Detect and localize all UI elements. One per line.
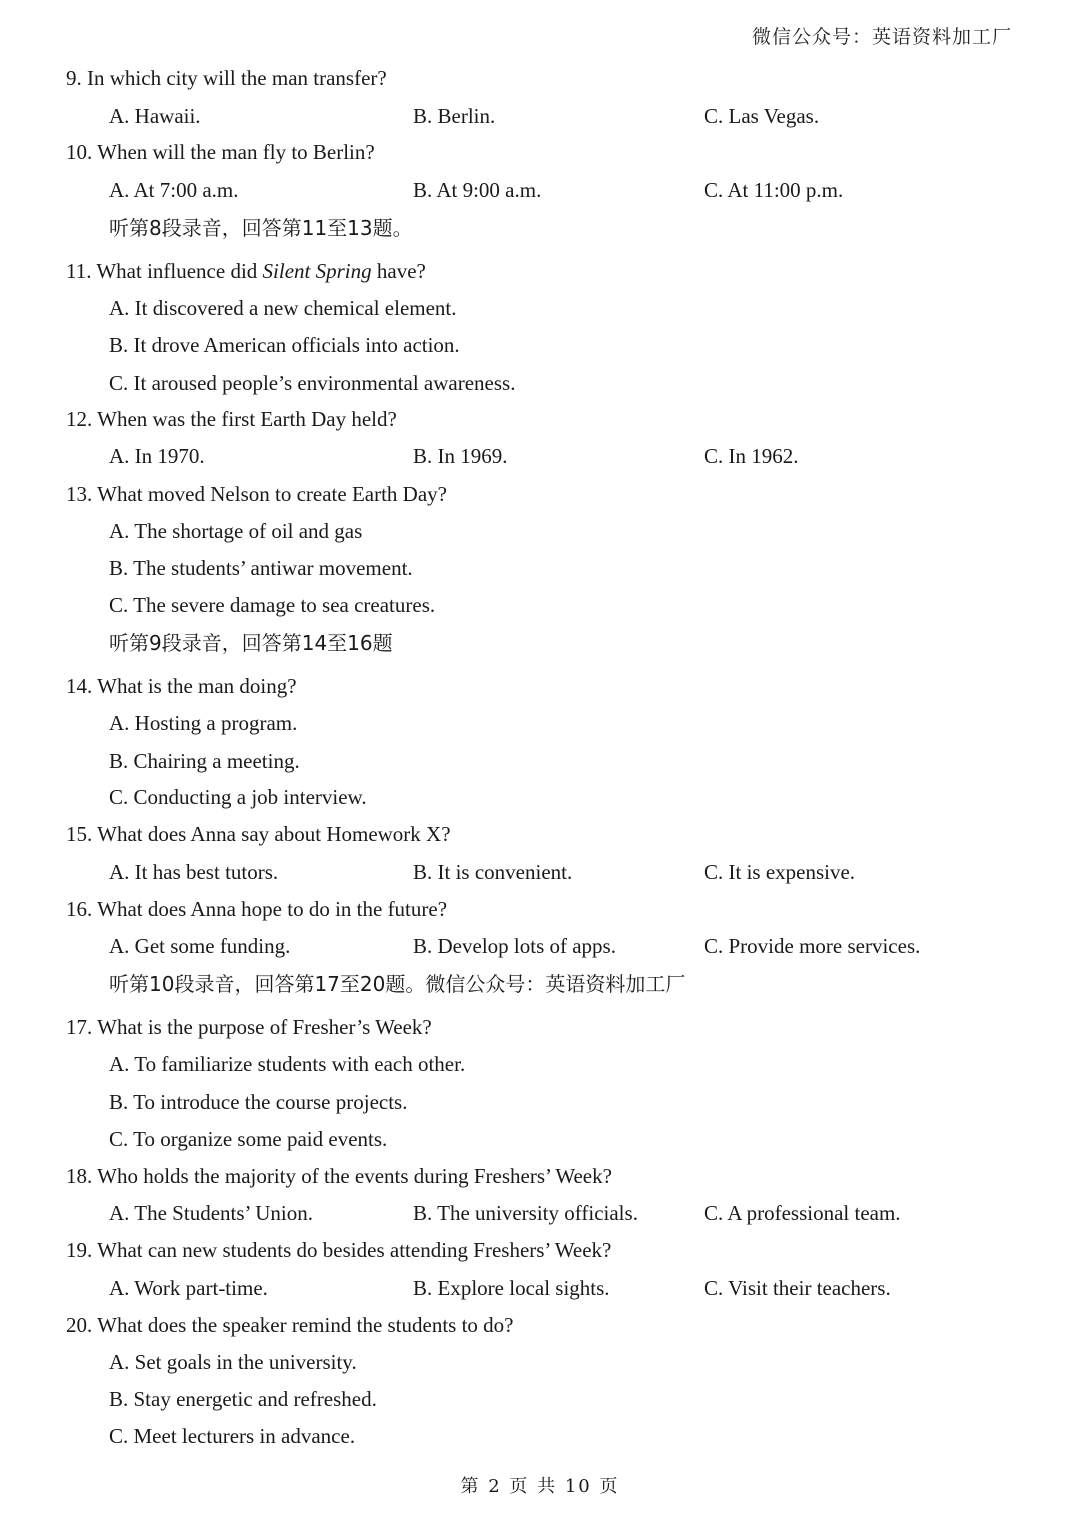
q11-option-b: B. It drove American officials into action. [109,333,460,357]
q11-option-a: A. It discovered a new chemical element. [109,296,457,320]
q19-option-c: C. Visit their teachers. [704,1276,891,1300]
question-17: 17. What is the purpose of Fresher’s Week? [66,1015,432,1039]
q20-option-c: C. Meet lecturers in advance. [109,1424,356,1448]
q17-option-a: A. To familiarize students with each other. [109,1052,466,1076]
section-9-instruction: 听第9段录音，回答第14至16题 [109,631,393,655]
q11-option-c: C. It aroused people’s environmental awareness. [109,371,516,395]
header-note: 微信公众号：英语资料加工厂 [751,26,1012,48]
q16-option-c: C. Provide more services. [704,934,921,958]
question-10: 10. When will the man fly to Berlin? [66,140,375,164]
question-9: 9. In which city will the man transfer? [66,66,387,90]
q20-option-a: A. Set goals in the university. [109,1350,357,1374]
page-number-footer: 第 2 页 共 10 页 [460,1476,620,1497]
q15-option-c: C. It is expensive. [704,860,856,884]
section-10-instruction: 听第10段录音，回答第17至20题。微信公众号：英语资料加工厂 [109,972,686,996]
q15-option-b: B. It is convenient. [413,860,573,884]
q14-option-c: C. Conducting a job interview. [109,785,367,809]
q19-option-a: A. Work part-time. [109,1276,268,1300]
question-16: 16. What does Anna hope to do in the future? [66,897,448,921]
q11-book-title: Silent Spring [262,259,372,283]
q10-option-c: C. At 11:00 p.m. [704,178,844,202]
q10-option-b: B. At 9:00 a.m. [413,178,542,202]
q19-option-b: B. Explore local sights. [413,1276,610,1300]
question-20: 20. What does the speaker remind the students to do? [66,1313,514,1337]
q13-option-a: A. The shortage of oil and gas [109,519,363,543]
q9-option-c: C. Las Vegas. [704,104,820,128]
q9-option-a: A. Hawaii. [109,104,201,128]
question-19: 19. What can new students do besides attending Freshers’ Week? [66,1238,612,1262]
question-14: 14. What is the man doing? [66,674,297,698]
q12-option-a: A. In 1970. [109,444,205,468]
q15-option-a: A. It has best tutors. [109,860,279,884]
question-18: 18. Who holds the majority of the events during Freshers’ Week? [66,1164,612,1188]
question-12: 12. When was the first Earth Day held? [66,407,397,431]
q18-option-b: B. The university officials. [413,1201,638,1225]
q9-option-b: B. Berlin. [413,104,496,128]
section-8-instruction: 听第8段录音，回答第11至13题。 [109,216,413,240]
q17-option-c: C. To organize some paid events. [109,1127,388,1151]
question-11 [66,256,426,286]
q16-option-a: A. Get some funding. [109,934,291,958]
q13-option-c: C. The severe damage to sea creatures. [109,593,436,617]
q11-prefix: 11. What influence did [66,259,263,283]
q12-option-c: C. In 1962. [704,444,799,468]
q14-option-b: B. Chairing a meeting. [109,749,300,773]
q10-option-a: A. At 7:00 a.m. [109,178,239,202]
q20-option-b: B. Stay energetic and refreshed. [109,1387,377,1411]
q18-option-a: A. The Students’ Union. [109,1201,313,1225]
q18-option-c: C. A professional team. [704,1201,901,1225]
q12-option-b: B. In 1969. [413,444,508,468]
q14-option-a: A. Hosting a program. [109,711,298,735]
question-13: 13. What moved Nelson to create Earth Day? [66,482,447,506]
q17-option-b: B. To introduce the course projects. [109,1090,408,1114]
q16-option-b: B. Develop lots of apps. [413,934,616,958]
q13-option-b: B. The students’ antiwar movement. [109,556,413,580]
question-15: 15. What does Anna say about Homework X? [66,822,451,846]
q11-suffix: have? [371,259,426,283]
